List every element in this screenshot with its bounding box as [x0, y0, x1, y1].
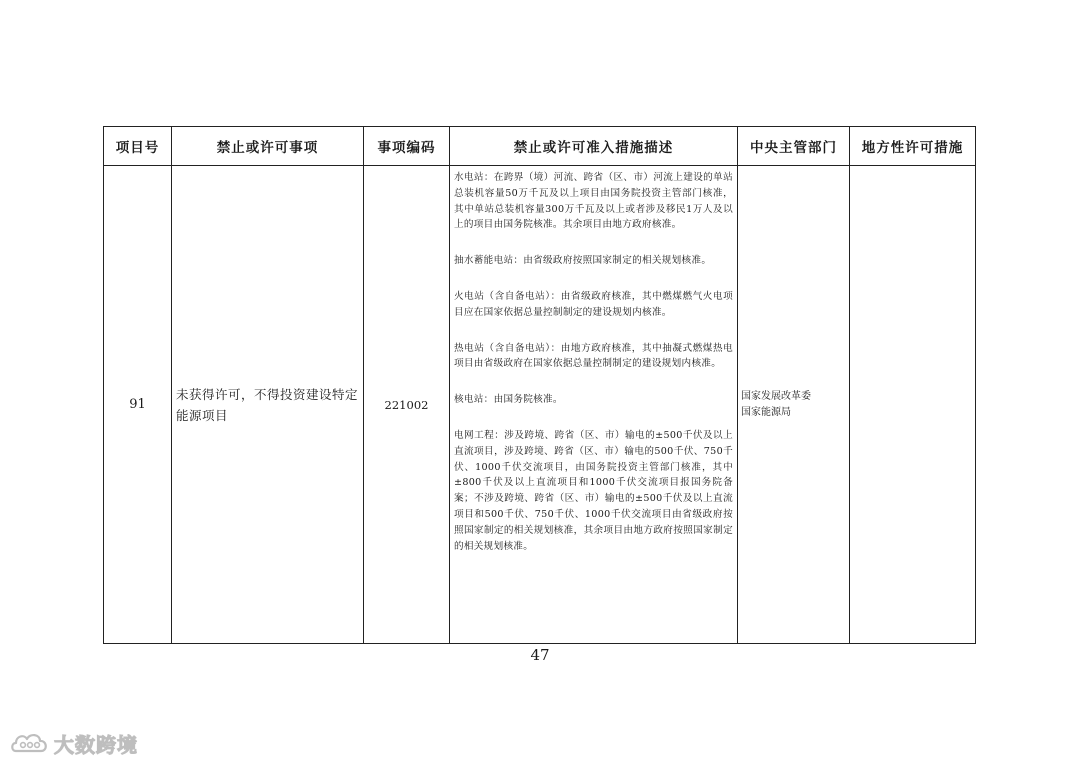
desc-thermal-power: 火电站（含自备电站）：由省级政府核准，其中燃煤燃气火电项目应在国家依据总量控制制定的建设规划内核准。 [454, 290, 733, 318]
cell-measure-description [450, 166, 738, 644]
header-project-number: 项目号 [104, 127, 172, 166]
cell-local-measures [850, 166, 976, 644]
page-number: 47 [530, 646, 550, 664]
cell-project-number: 91 [104, 166, 172, 644]
header-item: 禁止或许可事项 [172, 127, 364, 166]
desc-cogeneration: 热电站（含自备电站）：由地方政府核准，其中抽凝式燃煤热电项目由省级政府在国家依据总量控制制定的建设规划内核准。 [454, 342, 733, 370]
table-row [104, 166, 976, 644]
header-local-measures: 地方性许可措施 [850, 127, 976, 166]
cell-item: 未获得许可，不得投资建设特定能源项目 [172, 166, 364, 644]
cell-central-department [738, 166, 850, 644]
table-header-row [104, 127, 976, 166]
desc-power-grid: 电网工程：涉及跨境、跨省（区、市）输电的±500千伏及以上直流项目，涉及跨境、跨省（区、市）输电的500千伏、750千伏、1000千伏交流项目，由国务院投资主管部门核准，其中±800千伏及以上直流项目和1000千伏交流项目报国务院备案；不涉及跨境、跨省（区、市）输电的±500千伏及以上直流项目和500千伏、750千伏、1000千伏交流项目由省级政府按照国家制定的相关规划核准，其余项目由地方政府按照国家制定的相关规划核准。 [454, 429, 733, 552]
header-central-department: 中央主管部门 [738, 127, 850, 166]
dept-nea: 国家能源局 [741, 406, 791, 418]
cloud-logo-icon [10, 729, 50, 757]
desc-nuclear: 核电站：由国务院核准。 [454, 394, 563, 406]
desc-pumped-storage: 抽水蓄能电站：由省级政府按照国家制定的相关规划核准。 [454, 255, 712, 267]
desc-hydropower: 水电站：在跨界（境）河流、跨省（区、市）河流上建设的单站总装机容量50万千瓦及以上项目由国务院投资主管部门核准，其中单站总装机容量300万千瓦及以上或者涉及移民1万人及以上的项目由国务院核准。其余项目由地方政府核准。 [454, 172, 733, 231]
watermark-text: 大数跨境 [54, 732, 138, 757]
header-item-code: 事项编码 [364, 127, 450, 166]
watermark [10, 728, 138, 758]
header-measure-description: 禁止或许可准入措施描述 [450, 127, 738, 166]
cell-item-code: 221002 [364, 166, 450, 644]
permit-table [103, 126, 976, 644]
dept-ndrc: 国家发展改革委 [741, 390, 811, 402]
